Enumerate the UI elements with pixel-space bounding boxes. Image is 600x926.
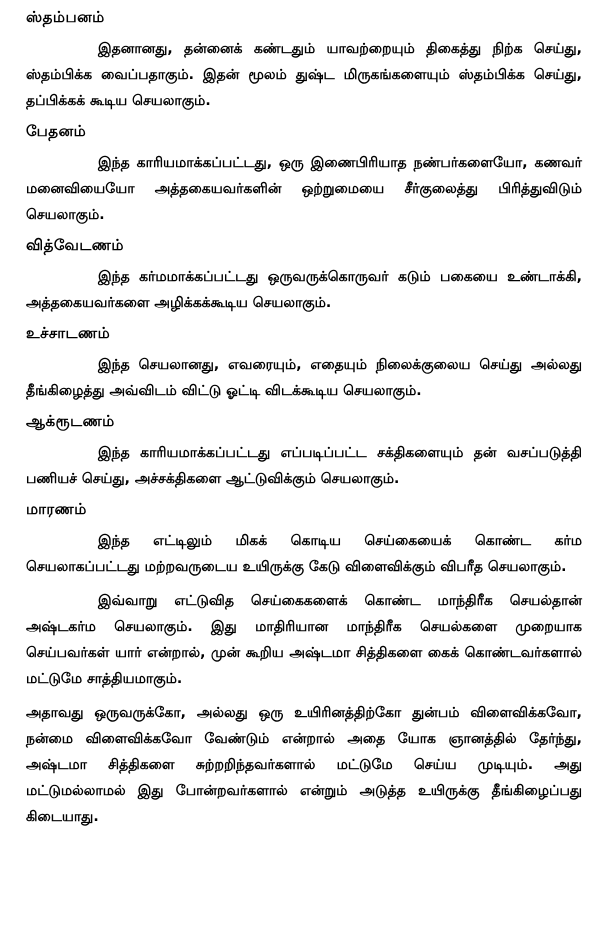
section-maranam [26, 500, 582, 580]
closing-paragraph-2: அதாவது ஒருவருக்கோ, அல்லது ஒரு உயிரினத்திற்கோ துன்பம் விளைவிக்கவோ, நன்மை விளைவிக்கவோ வேண்டும் என்றால் அதை யோக ஞானத்தில் தேர்ந்து, அஷ்டமா சித்திகளை சுற்றறிந்தவர்களால் மட்டுமே செய்ய முடியும். அது மட்டுமல்லாமல் இது போன்றவர்களால் என்றும் அடுத்த உயிருக்கு தீங்கிழைப்பது கிடையாது. [26, 705, 582, 825]
section-akrudanam [26, 412, 582, 492]
section-paragraph: இந்த காரியமாக்கப்பட்டது எப்படிப்பட்ட சக்திகளையும் தன் வசப்படுத்தி பணியச் செய்து, அச்சக்திகளை ஆட்டுவிக்கும் செயலாகும். [26, 445, 582, 487]
section-sthambanam [26, 8, 582, 114]
section-paragraph: இந்த காரியமாக்கப்பட்டது, ஒரு இணைபிரியாத நண்பர்களையோ, கணவர் மனைவியையோ அத்தகையவர்களின் ஒற்றுமையை சீர்குலைத்து பிரித்துவிடும் செயலாகும். [26, 155, 582, 223]
section-heading: பேதனம் [26, 122, 87, 140]
section-heading: ஆக்ரூடணம் [26, 412, 115, 430]
section-heading: உச்சாடணம் [26, 324, 111, 342]
section-paragraph: இந்த கர்மமாக்கப்பட்டது ஒருவருக்கொருவர் கடும் பகையை உண்டாக்கி, அத்தகையவர்களை அழிக்கக்கூடிய செயலாகும். [26, 269, 582, 311]
section-vidhvedanam [26, 236, 582, 316]
section-paragraph: இதனானது, தன்னைக் கண்டதும் யாவற்றையும் திகைத்து நிற்க செய்து, ஸ்தம்பிக்க வைப்பதாகும். இதன் மூலம் துஷ்ட மிருகங்களையும் ஸ்தம்பிக்க செய்து, தப்பிக்கக் கூடிய செயலாகும். [26, 41, 582, 109]
section-uchadanam [26, 324, 582, 404]
section-paragraph: இந்த எட்டிலும் மிகக் கொடிய செய்கையைக் கொண்ட கர்ம செயலாகப்பட்டது மற்றவருடைய உயிருக்கு கேடு விளைவிக்கும் விபரீத செயலாகும். [26, 533, 582, 575]
section-heading: வித்வேடணம் [26, 236, 124, 254]
section-bedhanam [26, 122, 582, 228]
section-heading: ஸ்தம்பனம் [26, 8, 105, 26]
section-heading: மாரணம் [26, 500, 87, 518]
closing-paragraph-1: இவ்வாறு எட்டுவித செய்கைகளைக் கொண்ட மாந்திரீக செயல்தான் அஷ்டகர்ம செயலாகும். இது மாதிரியான மாந்திரீக செயல்களை முறையாக செய்பவர்கள் யார் என்றால், முன் கூறிய அஷ்டமா சித்திகளை கைக் கொண்டவர்களால் மட்டுமே சாத்தியமாகும். [26, 593, 582, 687]
section-paragraph: இந்த செயலானது, எவரையும், எதையும் நிலைக்குலைய செய்து அல்லது தீங்கிழைத்து அவ்விடம் விட்டு ஓட்டி விடக்கூடிய செயலாகும். [26, 357, 582, 399]
